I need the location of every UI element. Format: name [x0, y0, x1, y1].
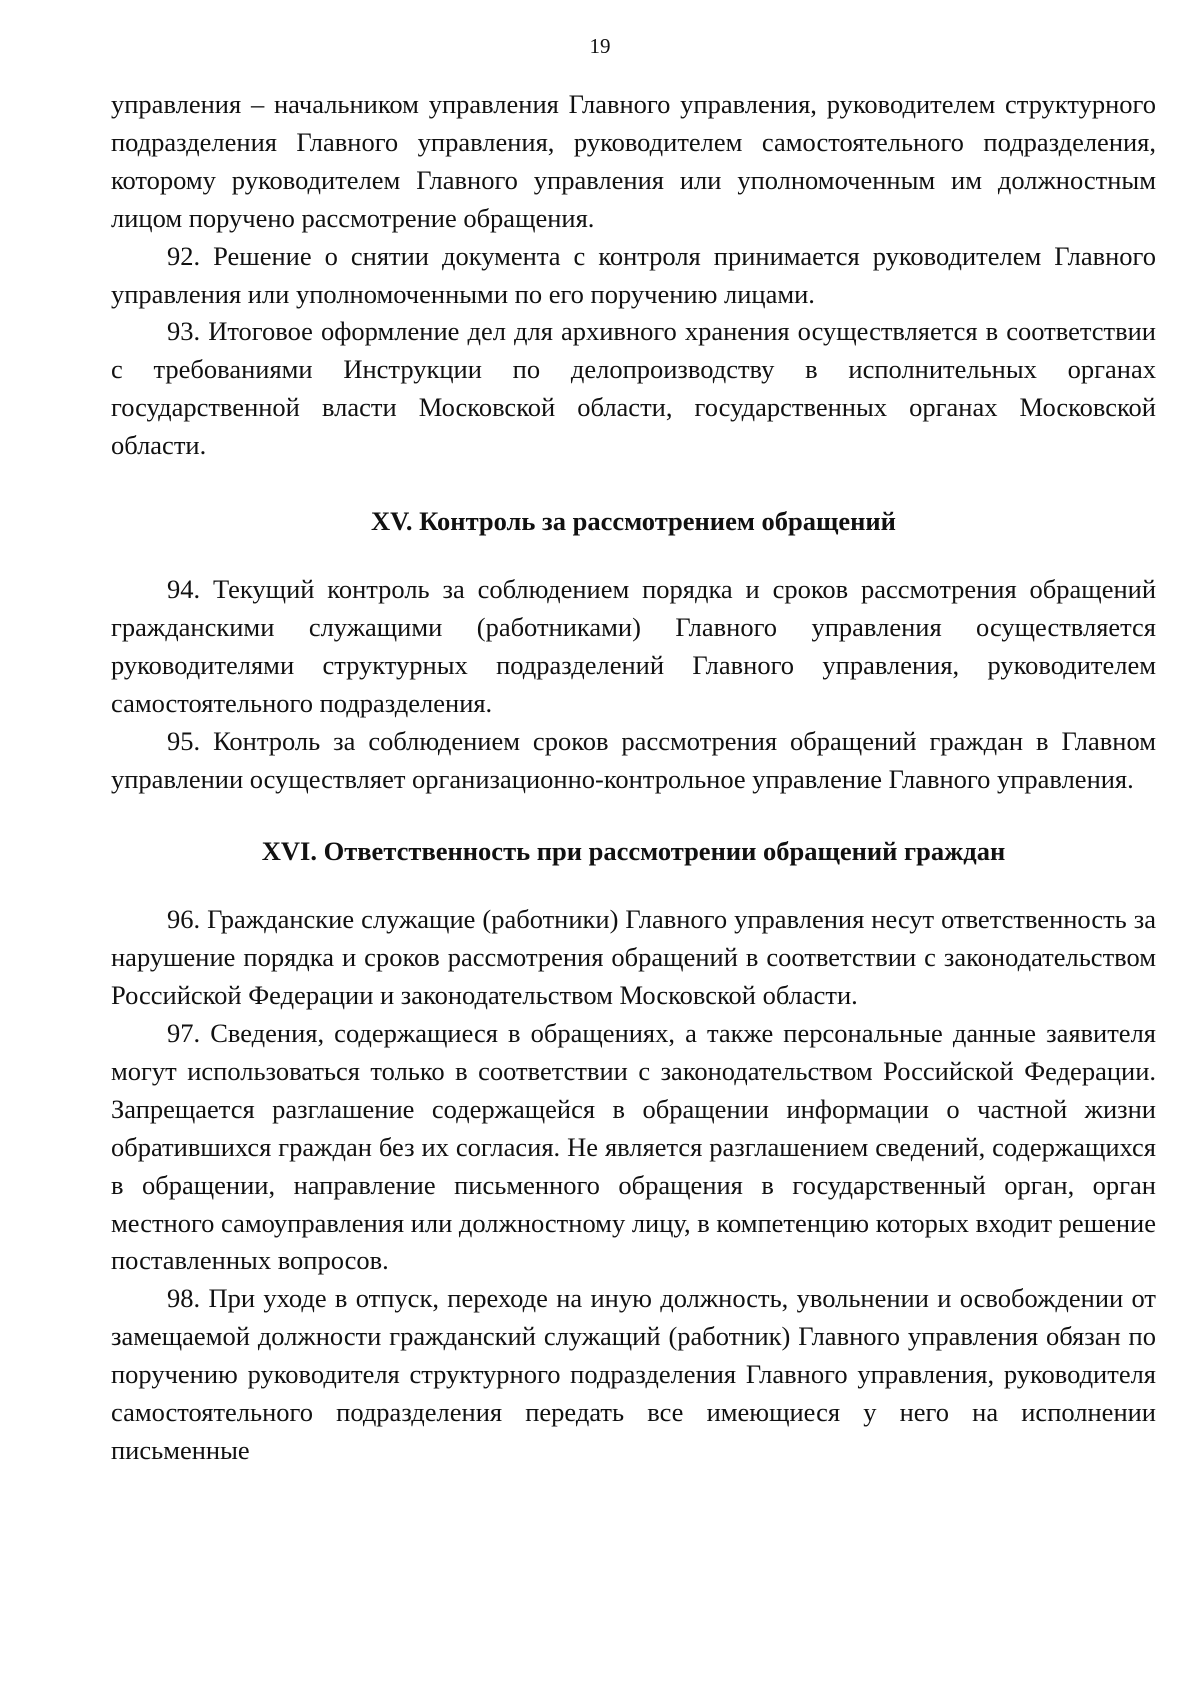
paragraph-93: 93. Итоговое оформление дел для архивного хранения осуществляется в соответствии с требованиями Инструкции по делопроизводству в исполнительных органах государственной власти Московской области, государственных органах Московской области.: [111, 316, 1156, 461]
page-number: 19: [589, 34, 611, 58]
paragraph-97: 97. Сведения, содержащиеся в обращениях, а также персональные данные заявителя могут использоваться только в соответствии с законодательством Российской Федерации. Запрещается разглашение содержащейся в обращении информации о частной жизни обратившихся граждан без их согласия. Не является разглашением сведений, содержащихся в обращении, направление письменного обращения в государственный орган, орган местного самоуправления или должностному лицу, в компетенцию которых входит решение поставленных вопросов.: [111, 1018, 1156, 1276]
paragraph-94: 94. Текущий контроль за соблюдением порядка и сроков рассмотрения обращений гражданскими служащими (работниками) Главного управления осуществляется руководителями структурных подразделений Главного управления, руководителем самостоятельного подразделения.: [111, 573, 1156, 718]
section-heading-xv: XV. Контроль за рассмотрением обращений: [371, 506, 896, 537]
document-body: [111, 86, 1156, 1470]
paragraph-95: 95. Контроль за соблюдением сроков рассмотрения обращений граждан в Главном управлении осуществляет организационно-контрольное управление Главного управления.: [111, 725, 1156, 794]
paragraph-92: 92. Решение о снятии документа с контроля принимается руководителем Главного управления или уполномоченными по его поручению лицами.: [111, 240, 1156, 309]
paragraph-96: 96. Гражданские служащие (работники) Главного управления несут ответственность за нарушение порядка и сроков рассмотрения обращений в соответствии с законодательством Российской Федерации и законодательством Московской области.: [111, 904, 1156, 1011]
paragraph-continuation: управления – начальником управления Главного управления, руководителем структурного подразделения Главного управления, руководителем самостоятельного подразделения, которому руководителем Главного управления или уполномоченным им должностным лицом поручено рассмотрение обращения.: [111, 89, 1156, 233]
section-heading-xvi: XVI. Ответственность при рассмотрении обращений граждан: [261, 836, 1006, 867]
paragraph-98: 98. При уходе в отпуск, переходе на иную должность, увольнении и освобождении от замещаемой должности гражданский служащий (работник) Главного управления обязан по поручению руководителя структурного подразделения Главного управления, руководителя самостоятельного подразделения передать все имеющиеся у него на исполнении письменные: [111, 1283, 1156, 1465]
